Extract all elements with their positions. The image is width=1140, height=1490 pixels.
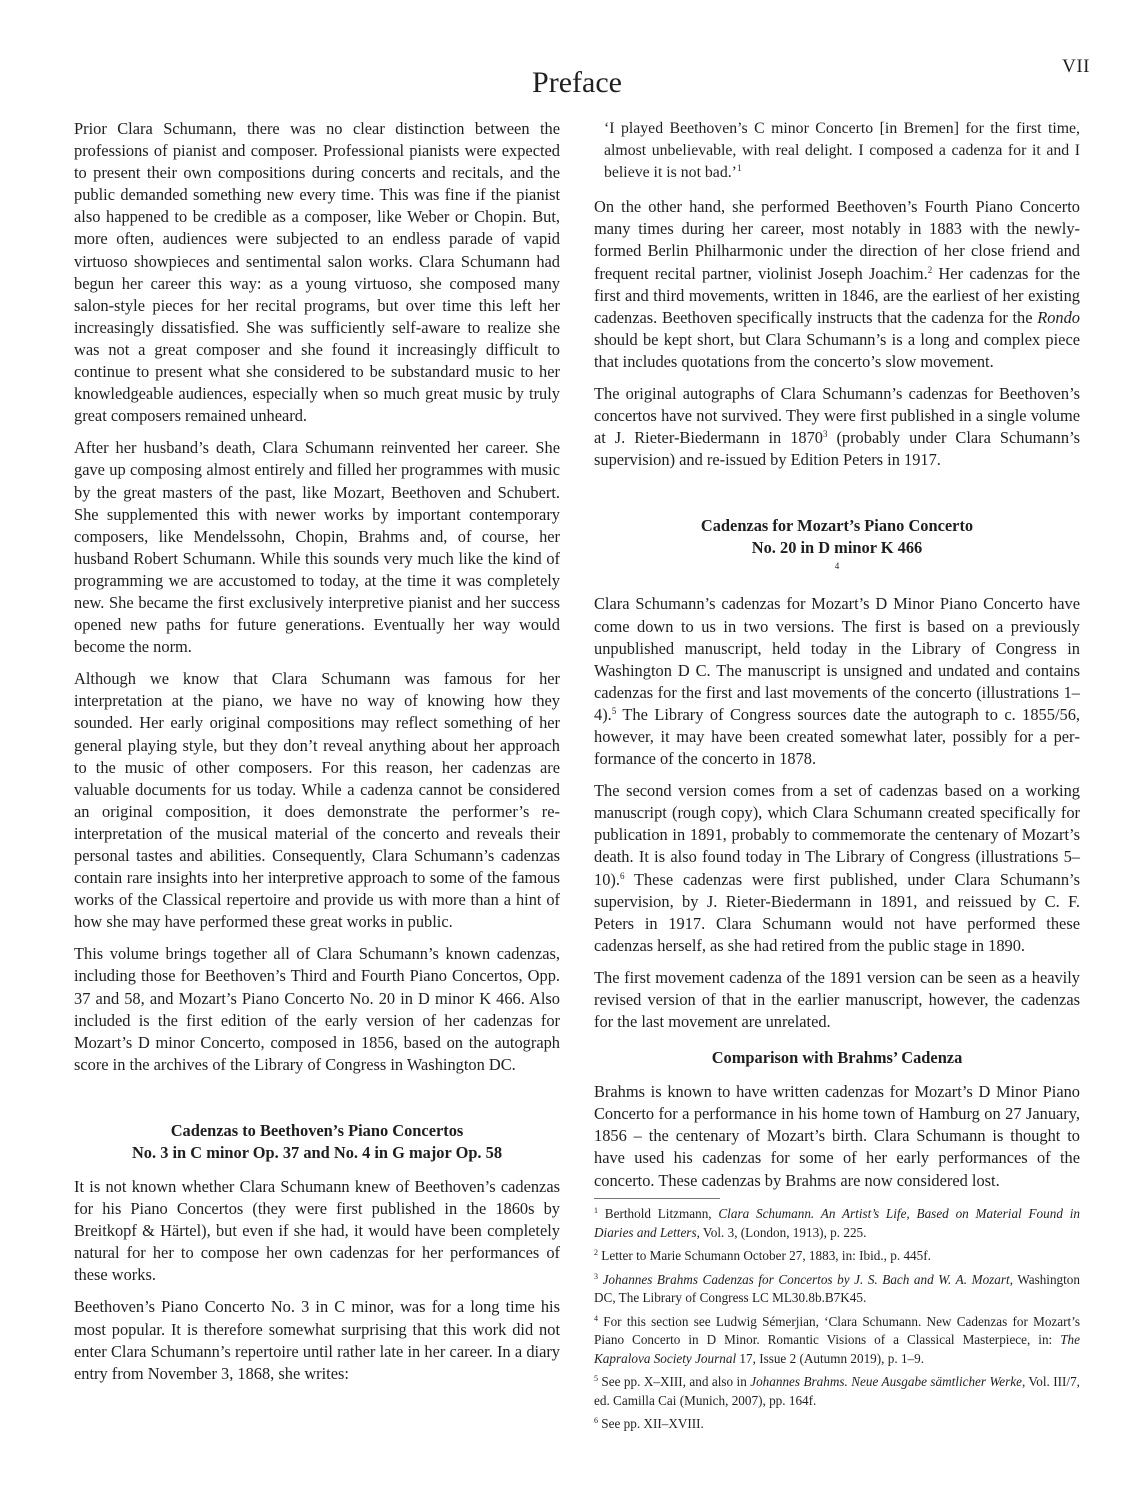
text: , Vol. III/7, ed. Camilla Cai (Munich, 2007), pp. 164f. [594, 1374, 1080, 1408]
diary-quote [594, 118, 1080, 184]
text: (probably under Clara Schumann’s supervision) and re-issued by Edition Peters in 1917. [594, 428, 1080, 470]
footnote-6 [594, 1415, 1080, 1434]
footnotes [594, 1198, 1080, 1439]
paragraph-brahms: Brahms is known to have written cadenzas for Mozart’s D Minor Piano Concerto for a performance in his home town of Hamburg on 27 January, 1856 – the centenary of Mozart’s birth. Clara Schumann is thought to have used his cadenzas for some of her early performances of the concerto. These cadenzas by Brahms are now considered lost. [594, 1082, 1080, 1190]
footnote-ref-4[interactable]: 4 [834, 561, 840, 572]
paragraph-fourth-concerto [594, 196, 1080, 373]
text: On the other hand, she performed Beethoven’s Fourth Piano Concerto many times during her career, most notably in 1883 with the newly-formed Berlin Philharmonic under the direction of her close friend and frequent recital partner, violinist Joseph Joachim. [594, 197, 1080, 283]
footnote-ref-2[interactable]: 2 [927, 264, 933, 275]
footnote-1 [594, 1205, 1080, 1242]
quote-text: ‘I played Beethoven’s C minor Concerto [in Bremen] for the first time, almost unbelievable, with real delight. I composed a cadenza for it and I believe it is not bad.’ [604, 120, 1080, 182]
heading-line-1: Cadenzas for Mozart’s Piano Concerto [700, 516, 974, 536]
text: Berthold Litzmann, [598, 1206, 719, 1221]
footnote-number: 1 [594, 1206, 598, 1215]
footnote-divider [594, 1198, 720, 1199]
footnote-3 [594, 1271, 1080, 1308]
paragraph-first-movement: The first movement cadenza of the 1891 version can be seen as a heavily revised version of that in the earlier manuscript, however, the cadenzas for the last movement are unrelated. [594, 967, 1080, 1032]
text: Letter to Marie Schumann October 27, 1883, in: Ibid., p. 445f. [598, 1248, 931, 1263]
text: See pp. XII–XVIII. [598, 1416, 704, 1431]
paragraph-second-version [594, 780, 1080, 957]
text: These cadenzas were first published, under Clara Schumann’s supervision, by J. Rieter-Biedermann in 1891, and reissued by C. F. Peters in 1917. Clara Schumann would not have performed these cadenzas herself, as she had retired from the public stage in 1890. [594, 869, 1080, 955]
page-number: VII [1062, 56, 1090, 77]
paragraph-two-versions [594, 593, 1080, 770]
heading-text: Comparison with Brahms’ Cadenza [711, 1048, 963, 1068]
left-column [74, 118, 560, 1395]
paragraph-concerto-no3: Beethoven’s Piano Concerto No. 3 in C minor, was for a long time his most popular. It is therefore somewhat surprising that this work did not enter Clara Schumann’s repertoire until rather late in her career. In a diary entry from November 3, 1868, she writes: [74, 1297, 560, 1383]
section-heading-brahms [594, 1047, 1080, 1069]
heading-line-2 [594, 537, 1080, 581]
text: should be kept short, but Clara Schumann’s is a long and complex piece that includes quotations from the concerto’s slow movement. [594, 329, 1080, 371]
paragraph-interpretation: Although we know that Clara Schumann was famous for her interpretation at the piano, we have no way of knowing how they sounded. Her early original compositions may reflect something of her general playing style, but they don’t reveal anything about her approach to the music of other composers. For this reason, her cadenzas are valuable documents for us today. While a cadenza cannot be considered an original composition, it does demonstrate the performer’s re-interpretation of the musical material of the concerto and reveals their personal tastes and abilities. Consequently, Clara Schumann’s cadenzas contain rare insights into her interpretive approach to some of the famous works of the Classical repertoire and provide us with more than a hint of how she may have performed these great works in public. [74, 669, 560, 932]
text: , Washington DC, The Library of Congress LC ML30.8b.B7K45. [594, 1271, 1080, 1305]
footnote-ref-1[interactable]: 1 [736, 163, 742, 174]
paragraph-autographs [594, 383, 1080, 471]
text: Clara Schumann’s cadenzas for Mozart’s D Minor Piano Concerto have come down to us in two versions. The first is based on a previously unpublished manuscript, held today in the Library of Congress in Washington D C. The manuscript is unsigned and undated and contains cadenzas for the first and last movements of the concerto (illustrations 1–4). [594, 594, 1080, 724]
section-heading-mozart [594, 515, 1080, 581]
footnote-number: 3 [594, 1271, 598, 1281]
footnote-ref-3[interactable]: 3 [822, 429, 828, 440]
footnote-ref-5[interactable]: 5 [611, 705, 617, 716]
heading-line-2: No. 3 in C minor Op. 37 and No. 4 in G major Op. 58 [131, 1142, 503, 1162]
page-title: Preface [532, 66, 622, 99]
footnote-5 [594, 1373, 1080, 1410]
italic-title: Johannes Brahms. Neue Ausgabe sämtlicher Werke [750, 1374, 1022, 1389]
footnote-number: 5 [594, 1374, 598, 1383]
text: , Vol. 3, (London, 1913), p. 225. [696, 1224, 867, 1240]
text: See pp. X–XIII, and also in [598, 1374, 751, 1389]
italic-title: The Kapralova Society Journal [594, 1332, 1080, 1366]
text: The Library of Congress sources date the autograph to c. 1855/56, however, it may have been created somewhat later, possibly for a performance of the concerto in 1878. [594, 704, 1080, 769]
heading-text: No. 20 in D minor K 466 [751, 538, 923, 558]
footnote-2 [594, 1247, 1080, 1266]
footnote-ref-6[interactable]: 6 [619, 870, 625, 881]
paragraph-husbands-death: After her husband’s death, Clara Schumann reinvented her career. She gave up composing almost entirely and filled her programmes with music by the great masters of the past, like Mozart, Beethoven and Schubert. She supplemented this with newer works by important contemporary composers, like Mendelssohn, Chopin, Brahms and, of course, her husband Robert Schumann. While this sounds very much like the kind of programming we are accustomed to today, at the time it was completely new. She became the first exclusively interpretive pianist and her success opened new paths for future generations. Eventually her way would become the norm. [74, 438, 560, 657]
text: 17, Issue 2 (Autumn 2019), p. 1–9. [736, 1350, 925, 1366]
text: The original autographs of Clara Schumann’s cadenzas for Beethoven’s concertos have not survived. They were first published in a single volume at J. Rieter-Biedermann in 1870 [594, 384, 1080, 448]
italic-rondo: Rondo [1037, 307, 1080, 327]
text: Her cadenzas for the first and third movements, written in 1846, are the earliest of her existing cadenzas. Beethoven specifically instructs that the cadenza for the [594, 263, 1080, 327]
paragraph-prior: Prior Clara Schumann, there was no clear distinction between the professions of pianist and composer. Professional pianists were expected to present their own compositions during concerts and recitals, and the public demanded something new every time. This was fine if the pianist also happened to be credible as a composer, like Weber or Chopin. But, more often, audiences were subjected to an endless parade of vapid virtuoso showpieces and sentimental salon works. Clara Schumann had begun her career this way: as a young virtuoso, she composed many salon-style pieces for her recital programs, but over time this left her increasingly dissatisfied. She was sufficiently self-aware to realize she was not a great composer and she found it increasingly difficult to continue to present what she considered to be substandard music to her knowledgeable audiences, especially when so much great music by truly great composers remained unheard. [74, 119, 560, 426]
section-heading-beethoven [74, 1120, 560, 1164]
text: The second version comes from a set of cadenzas based on a working manuscript (rough copy), which Clara Schumann created specifically for publication in 1891, probably to commemorate the centenary of Mozart’s death. It is also found today in The Library of Congress (illustrations 5–10). [594, 781, 1080, 889]
heading-line-1: Cadenzas to Beethoven’s Piano Concertos [170, 1120, 464, 1140]
right-column [594, 118, 1080, 1202]
italic-title: Johannes Brahms Cadenzas for Concertos by J. S. Bach and W. A. Mozart [602, 1271, 1010, 1287]
paragraph-this-volume: This volume brings together all of Clara Schumann’s known cadenzas, including those for Beethoven’s Third and Fourth Piano Concertos, Opp. 37 and 58, and Mozart’s Piano Concerto No. 20 in D minor K 466. Also included is the first edition of the early version of her cadenzas for Mozart’s D minor Concerto, composed in 1856, based on the autograph score in the archives of the Library of Congress in Washington DC. [74, 944, 560, 1074]
paragraph-not-known: It is not known whether Clara Schumann knew of Beethoven’s cadenzas for his Piano Concertos (they were first published in the 1860s by Breitkopf & Härtel), but even if she had, it would have been completely natural for her to compose her own cadenzas for her performances of these works. [74, 1176, 560, 1285]
footnote-number: 2 [594, 1248, 598, 1257]
italic-title: Clara Schumann. An Artist’s Life, Based on Material Found in Diaries and Letters [594, 1206, 1080, 1240]
footnote-4 [594, 1313, 1080, 1369]
footnote-number: 4 [594, 1313, 598, 1323]
text: For this section see Ludwig Sémerjian, ‘Clara Schumann. New Cadenzas for Mozart’s Piano Concerto in D Minor. Romantic Visions of a Classical Masterpiece, in: [594, 1313, 1080, 1347]
footnote-number: 6 [594, 1416, 598, 1425]
